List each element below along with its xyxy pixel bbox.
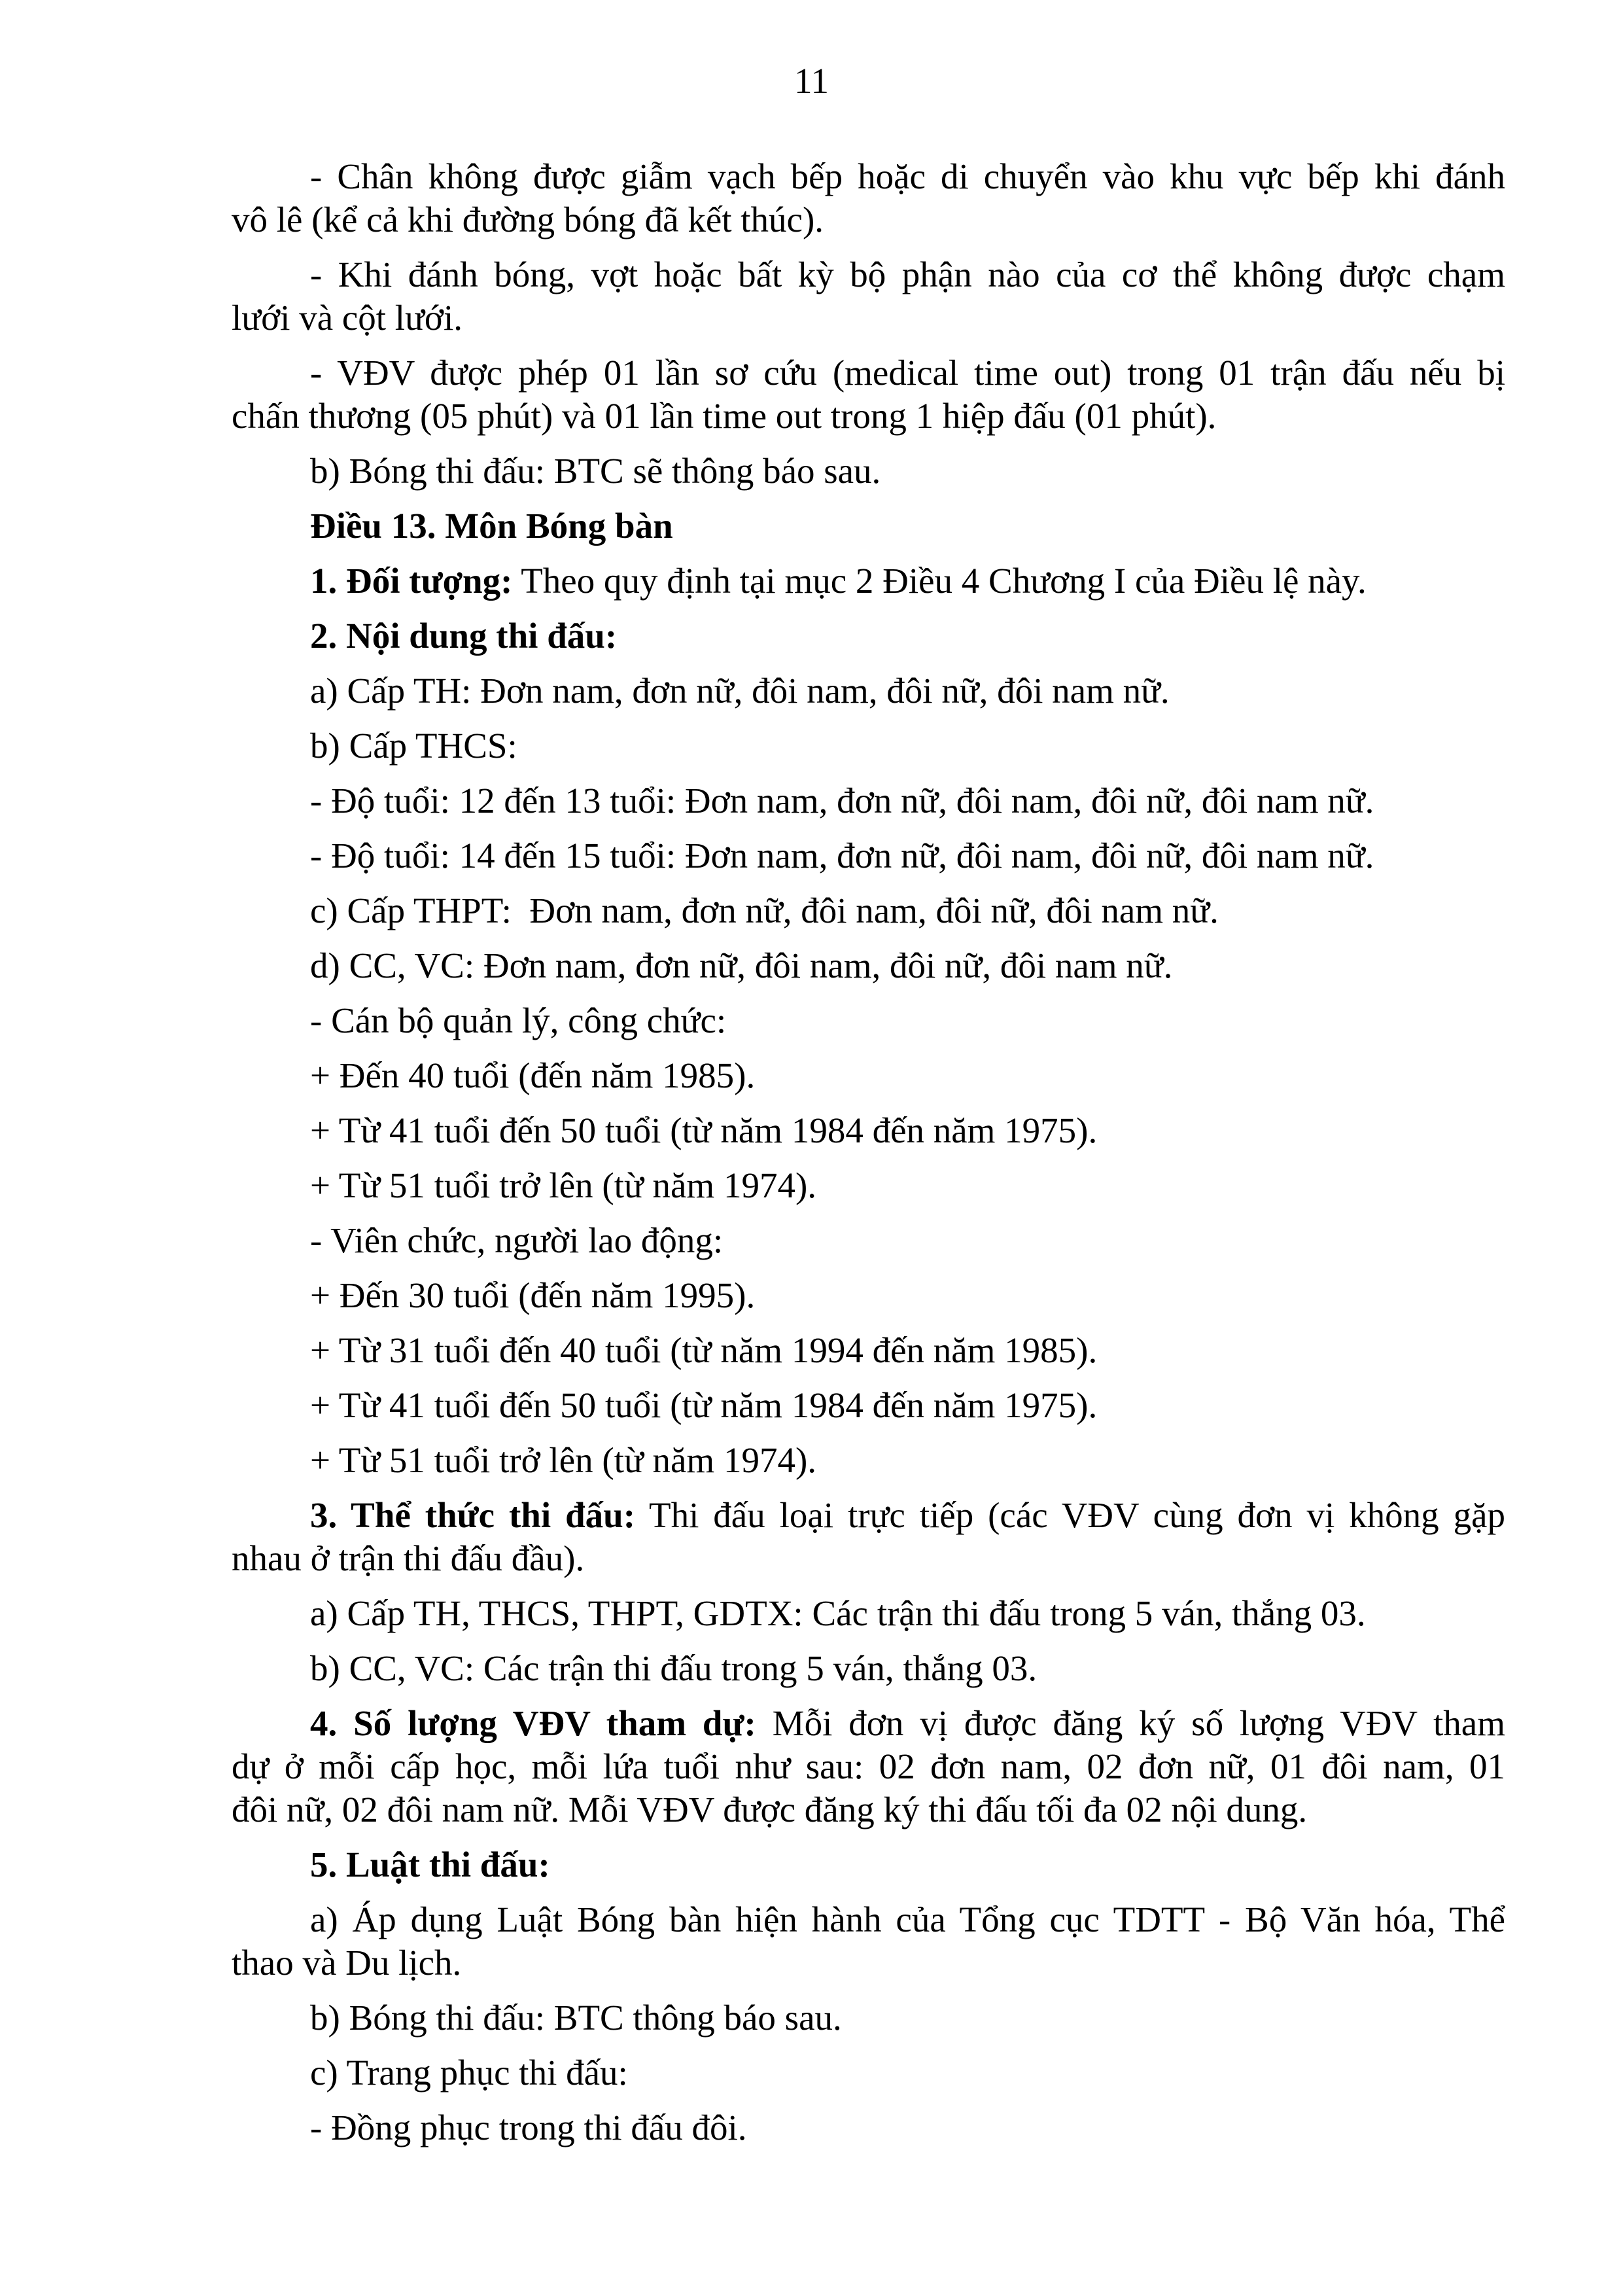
paragraph-medical-timeout [232, 351, 1505, 438]
paragraph-line: - Khi đánh bóng, vợt hoặc bất kỳ bộ phận nào của cơ thể không được chạm [310, 255, 1505, 294]
section-text: Thi đấu loại trực tiếp (các VĐV cùng đơn vị không gặp [635, 1495, 1505, 1535]
list-item [232, 1439, 1505, 1482]
paragraph-line: - Độ tuổi: 12 đến 13 tuổi: Đơn nam, đơn nữ, đôi nam, đôi nữ, đôi nam nữ. [310, 781, 1374, 821]
paragraph-line: c) Trang phục thi đấu: [310, 2053, 628, 2093]
paragraph-line: b) CC, VC: Các trận thi đấu trong 5 ván, thắng 03. [310, 1648, 1038, 1688]
paragraph-rules [232, 1898, 1505, 1985]
list-item [232, 889, 1505, 932]
list-item [232, 1274, 1505, 1317]
paragraph-line: đôi nữ, 02 đôi nam nữ. Mỗi VĐV được đăng ký thi đấu tối đa 02 nội dung. [232, 1790, 1308, 1829]
paragraph-line: - Viên chức, người lao động: [310, 1220, 724, 1260]
paragraph-line: b) Bóng thi đấu: BTC thông báo sau. [310, 1998, 842, 2038]
paragraph-line: a) Cấp TH, THCS, THPT, GDTX: Các trận thi đấu trong 5 ván, thắng 03. [310, 1593, 1366, 1633]
list-item [232, 2051, 1505, 2094]
paragraph-net-rule [232, 253, 1505, 340]
paragraph-line: - Độ tuổi: 14 đến 15 tuổi: Đơn nam, đơn nữ, đôi nam, đôi nữ, đôi nam nữ. [310, 836, 1374, 875]
paragraph-line: vô lê (kể cả khi đường bóng đã kết thúc). [232, 200, 824, 239]
section-label: 1. Đối tượng: [310, 561, 513, 601]
paragraph-line: nhau ở trận thi đấu đầu). [232, 1538, 585, 1578]
list-item [232, 1054, 1505, 1097]
list-item [232, 1384, 1505, 1427]
section-athlete-count [232, 1702, 1505, 1831]
paragraph-line: thao và Du lịch. [232, 1943, 462, 1983]
paragraph-line: + Từ 51 tuổi trở lên (từ năm 1974). [310, 1440, 817, 1480]
paragraph-court-rule [232, 155, 1505, 241]
list-item [232, 1592, 1505, 1635]
list-item [232, 1164, 1505, 1207]
paragraph-line: b) Bóng thi đấu: BTC sẽ thông báo sau. [310, 451, 881, 491]
paragraph-line: + Đến 40 tuổi (đến năm 1985). [310, 1055, 756, 1095]
section-heading [232, 1843, 1505, 1886]
paragraph-line [232, 1494, 1505, 1537]
paragraph-line [232, 559, 1505, 603]
article-heading [232, 504, 1505, 548]
paragraph-line [232, 1702, 1505, 1745]
list-item [232, 834, 1505, 877]
paragraph-line: c) Cấp THPT: Đơn nam, đơn nữ, đôi nam, đôi nữ, đôi nam nữ. [310, 891, 1219, 930]
list-item [232, 724, 1505, 768]
section-label: 3. Thể thức thi đấu: [310, 1495, 636, 1535]
paragraph-line: dự ở mỗi cấp học, mỗi lứa tuổi như sau: 02 đơn nam, 02 đơn nữ, 01 đôi nam, 01 [232, 1746, 1505, 1786]
heading-text: Điều 13. Môn Bóng bàn [310, 506, 673, 546]
paragraph-line: - Đồng phục trong thi đấu đôi. [310, 2108, 747, 2147]
section-heading [232, 614, 1505, 658]
paragraph-line: - Cán bộ quản lý, công chức: [310, 1000, 727, 1040]
paragraph-line: lưới và cột lưới. [232, 298, 463, 338]
list-item [232, 999, 1505, 1042]
list-item [232, 1109, 1505, 1152]
paragraph-line: + Từ 51 tuổi trở lên (từ năm 1974). [310, 1165, 817, 1205]
paragraph-line: chấn thương (05 phút) và 01 lần time out trong 1 hiệp đấu (01 phút). [232, 396, 1217, 436]
paragraph-line: - Chân không được giẫm vạch bếp hoặc di chuyển vào khu vực bếp khi đánh [310, 156, 1505, 196]
paragraph-line: d) CC, VC: Đơn nam, đơn nữ, đôi nam, đôi nữ, đôi nam nữ. [310, 945, 1173, 985]
list-item [232, 944, 1505, 987]
list-item [232, 2106, 1505, 2149]
list-item [232, 1647, 1505, 1690]
paragraph-line: + Từ 31 tuổi đến 40 tuổi (từ năm 1994 đến năm 1985). [310, 1330, 1098, 1370]
list-item [232, 1329, 1505, 1372]
section-text: Mỗi đơn vị được đăng ký số lượng VĐV tham [756, 1703, 1505, 1743]
section-text: Theo quy định tại mục 2 Điều 4 Chương I của Điều lệ này. [512, 561, 1367, 601]
paragraph-line: a) Áp dụng Luật Bóng bàn hiện hành của Tổng cục TDTT - Bộ Văn hóa, Thể [310, 1899, 1505, 1939]
paragraph-line: - VĐV được phép 01 lần sơ cứu (medical time out) trong 01 trận đấu nếu bị [310, 353, 1505, 393]
paragraph-ball [232, 450, 1505, 493]
section-label: 4. Số lượng VĐV tham dự: [310, 1703, 756, 1743]
paragraph-line: + Từ 41 tuổi đến 50 tuổi (từ năm 1984 đến năm 1975). [310, 1385, 1098, 1425]
paragraph-line: b) Cấp THCS: [310, 726, 517, 766]
heading-text: 5. Luật thi đấu: [310, 1845, 550, 1884]
paragraph-line: + Từ 41 tuổi đến 50 tuổi (từ năm 1984 đến năm 1975). [310, 1110, 1098, 1150]
section-participants [232, 559, 1505, 603]
list-item [232, 1219, 1505, 1262]
list-item [232, 1996, 1505, 2040]
list-item [232, 779, 1505, 822]
paragraph-line: + Đến 30 tuổi (đến năm 1995). [310, 1275, 756, 1315]
section-format [232, 1494, 1505, 1580]
list-item [232, 669, 1505, 713]
page-number: 11 [794, 61, 829, 101]
heading-text: 2. Nội dung thi đấu: [310, 616, 618, 656]
document-body [232, 155, 1505, 2161]
paragraph-line: a) Cấp TH: Đơn nam, đơn nữ, đôi nam, đôi nữ, đôi nam nữ. [310, 671, 1170, 711]
